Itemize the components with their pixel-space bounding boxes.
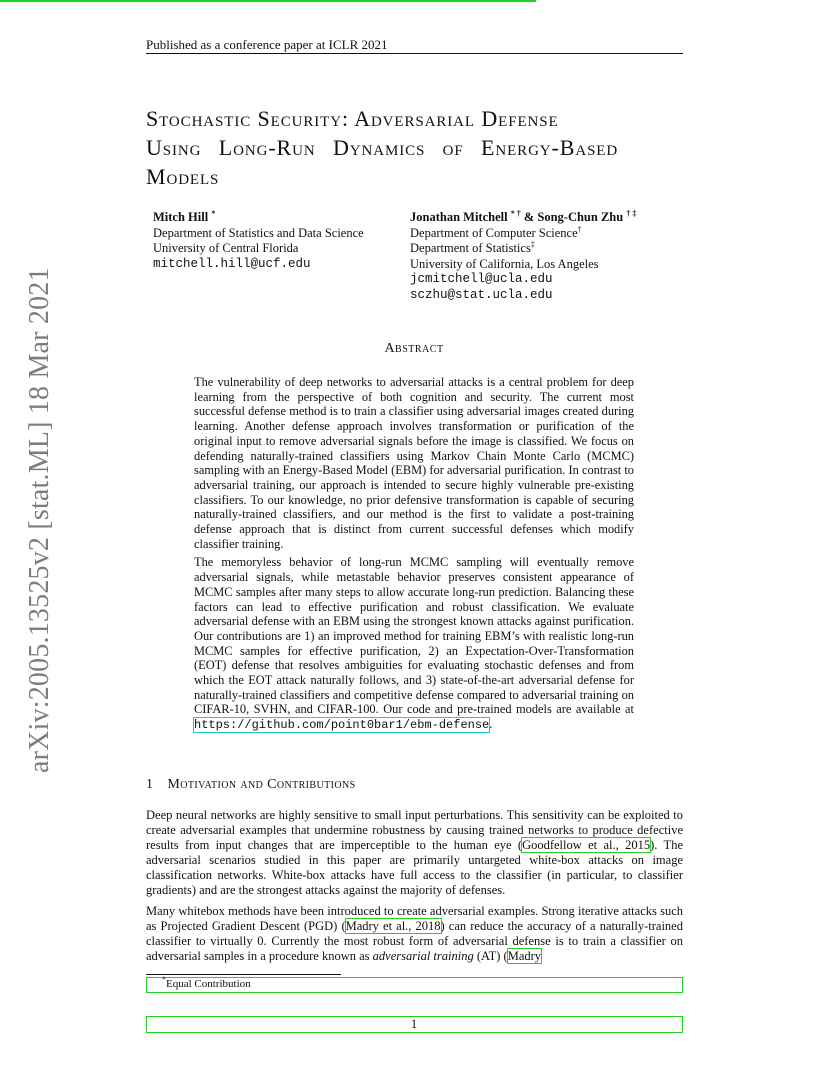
body-text-run: Many whitebox methods have been introduced to create adversarial examples. Strong iterative attacks such as Projected Gradient Descent (PGD) ( [146,904,683,933]
affiliation-line: University of Central Florida [153,241,299,255]
equal-contribution-mark: * [211,209,216,218]
venue-header: Published as a conference paper at ICLR 2021 [146,37,388,52]
top-progress-bar [0,0,536,2]
affiliation-line: Department of Statistics and Data Science [153,225,364,240]
citation-link[interactable]: Goodfellow et al., 2015 [522,838,651,852]
body-paragraph [146,904,683,964]
author-connector: & [520,210,538,224]
title-line-3: Models [146,164,220,189]
abstract-body [194,375,634,737]
footnote-rule [146,974,341,975]
author-email: sczhu@stat.ucla.edu [410,287,553,302]
affiliation-text: Department of Statistics [410,241,531,255]
author-block-left [153,210,364,272]
abstract-paragraph [194,555,634,732]
citation-link[interactable]: Madry [507,949,542,963]
section-body [146,808,683,970]
author-block-right [410,210,636,303]
author-name-text: Song-Chun Zhu [537,210,624,224]
title-line-2: Using Long-Run Dynamics of Energy-Based [146,135,619,160]
abstract-period: . [489,717,493,732]
arxiv-side-stamp: arXiv:2005.13525v2 [stat.ML] 18 Mar 2021 [24,267,55,773]
body-text-run: ) can reduce the accuracy of a naturally-trained classifier to virtually 0. Currently the most robust form of adversarial defense is to train a classifier on adversarial samples in a procedure known as [146,919,683,963]
affiliation-mark: ‡ [530,240,535,249]
author-marks: † ‡ [626,209,637,218]
paper-title [146,104,686,191]
body-text-run: ). The adversarial scenarios studied in this paper are primarily untargeted white-box attacks on image classification networks. White-box attacks have full access to the classifier (in particular, to classifier gradients) and are the strongest attacks against the majority of defenses. [146,838,683,897]
author-name [153,210,364,226]
body-text-run: Deep neural networks are highly sensitive to small input perturbations. This sensitivity can be exploited to create adversarial examples that undermine robustness by causing trained networks to produce defective results from input changes that are imperceptible to the human eye ( [146,808,683,852]
section-number: 1 [146,777,154,792]
author-marks: * † [510,209,521,218]
affiliation-text: Department of Computer Science [410,225,578,240]
footnote [162,977,251,991]
body-text-run: (AT) ( [473,949,508,963]
code-repository-link[interactable]: https://github.com/point0bar1/ebm-defense [194,718,490,733]
abstract-heading: Abstract [384,341,444,356]
affiliation-mark: † [577,224,582,234]
footnote-text: Equal Contribution [166,978,251,990]
author-email: jcmitchell@ucla.edu [410,272,553,286]
author-name-text: Jonathan Mitchell [410,210,508,224]
abstract-paragraph: The vulnerability of deep networks to adversarial attacks is a central problem for deep learning from the perspective of both cognition and security. The current most successful defense method is to train a classifier using adversarial images created during learning. Another defense approach involves transformation or purification of the original input to remove adversarial signals before the image is classified. We focus on defending naturally-trained classifiers using Markov Chain Monte Carlo (MCMC) sampling with an Energy-Based Model (EBM) for adversarial purification. In contrast to adversarial training, our approach is intended to secure highly vulnerable pre-existing classifiers. To our knowledge, no prior defensive transformation is capable of securing naturally-trained classifiers, and our method is the first to validate a post-training defense approach that is distinct from current successful defenses which modify classifier training. [194,375,634,551]
footnote-mark: * [162,975,166,984]
header-rule [146,53,683,54]
author-names [410,210,636,226]
emphasis-text: adversarial training [372,949,474,963]
affiliation-line: University of California, Los Angeles [410,256,599,271]
page-number: 1 [410,1016,418,1031]
affiliation-line [410,241,636,257]
body-paragraph [146,808,683,898]
author-email: mitchell.hill@ucf.edu [153,256,311,271]
section-title: Motivation and Contributions [167,777,356,792]
author-name-text: Mitch Hill [153,210,209,224]
title-line-1: Stochastic Security: Adversarial Defense [146,106,559,131]
abstract-paragraph-text: The memoryless behavior of long-run MCMC sampling will eventually remove adversarial signals, while metastable behavior preserves consistent appearance of MCMC samples after many steps to allow accurate long-run prediction. Balancing these factors can lead to effective purification and robust classification. We evaluate adversarial defense with an EBM using the strongest known attacks against purification. Our contributions are 1) an improved method for training EBM’s with realistic long-run MCMC samples for effective purification, 2) an Expectation-Over-Transformation (EOT) defense that resolves ambiguities for evaluating stochastic defenses and from which the EOT attack naturally follows, and 3) state-of-the-art adversarial defense for naturally-trained classifiers and competitive defense compared to adversarial training on CIFAR-10, SVHN, and CIFAR-100. Our code and pre-trained models are available at [194,555,634,717]
affiliation-line [410,226,636,242]
citation-link[interactable]: Madry et al., 2018 [345,919,441,933]
section-heading [146,777,356,793]
